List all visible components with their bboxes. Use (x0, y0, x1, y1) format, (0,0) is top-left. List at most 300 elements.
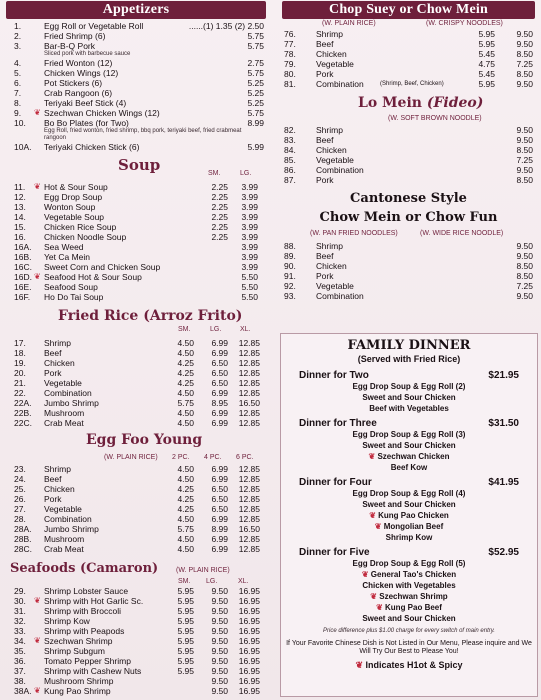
item-name: Shrimp Lobster Sauce (44, 586, 129, 596)
item-price-2: 6.99 (211, 474, 228, 484)
item-price-sm: 2.25 (211, 222, 228, 232)
item-number: 82. (284, 125, 296, 135)
item-price-1: 5.95 (177, 586, 194, 596)
item-price-3: 16.50 (238, 398, 260, 408)
family-dinner-footer: If Your Favorite Chinese Dish is Not Listed in Our Menu, Please inquire and We Will Try Our Best to Please You! (286, 640, 532, 655)
item-name: Beef (44, 474, 62, 484)
chop-suey-row (276, 49, 541, 59)
item-name: Shrimp with Cashew Nuts (44, 666, 142, 676)
cantonese-row (276, 291, 541, 301)
item-name: Vegetable (44, 378, 82, 388)
item-price-3: 16.95 (238, 666, 260, 676)
seafood-row (0, 586, 272, 596)
item-name: Shrimp with Hot Garlic Sc. (44, 596, 144, 606)
item-number: 14. (14, 212, 26, 222)
item-number: 34. (14, 636, 26, 646)
item-price-3: 12.85 (238, 504, 260, 514)
item-price-2: 8.50 (516, 69, 533, 79)
dish-name: Chicken with Vegetables (362, 581, 456, 590)
item-price-2: 9.50 (211, 596, 228, 606)
item-price-1: 4.75 (478, 59, 495, 69)
item-price-lg: 3.99 (241, 212, 258, 222)
item-number: 84. (284, 145, 296, 155)
item-price-3: 12.85 (238, 418, 260, 428)
item-price-1: 4.50 (177, 534, 194, 544)
egg-foo-young-row (0, 464, 272, 474)
chop-suey-col-crispy: (W. CRISPY NOODLES) (426, 20, 503, 27)
item-number: 3. (14, 41, 22, 51)
egg-foo-young-title: Egg Foo Young (86, 432, 203, 448)
item-price-3: 12.85 (238, 544, 260, 554)
item-name: Vegetable (316, 59, 354, 69)
dinner-dish (281, 381, 537, 392)
seafood-row (0, 646, 272, 656)
dinner-dish (281, 440, 537, 451)
item-price-1: 4.25 (177, 368, 194, 378)
chop-suey-title: Chop Suey or Chow Mein (329, 2, 488, 17)
appetizers-list (0, 21, 272, 152)
lo-mein-title (358, 95, 483, 111)
lo-mein-alias: (Fideo) (426, 95, 484, 111)
item-name: Shrimp (316, 29, 343, 39)
family-dinner-option (281, 418, 537, 429)
item-price-3: 12.85 (238, 408, 260, 418)
seafoods-col-lg: LG. (206, 578, 218, 585)
item-name: Chicken (316, 49, 347, 59)
appetizer-row (0, 78, 272, 88)
item-price-2: 8.99 (211, 524, 228, 534)
item-number: 20. (14, 368, 26, 378)
item-name: Shrimp (316, 125, 343, 135)
item-number: 9. (14, 108, 22, 118)
item-price-1: 5.95 (177, 626, 194, 636)
dinner-dish (281, 569, 537, 580)
item-price-2: 6.99 (211, 544, 228, 554)
dish-name: Kung Pao Chicken (378, 511, 449, 520)
soup-col-sm: SM. (208, 170, 221, 177)
item-number: 28C. (14, 544, 32, 554)
lo-mein-title-text: Lo Mein (358, 95, 422, 111)
soup-row (0, 252, 272, 262)
lo-mein-row (276, 125, 541, 135)
dinner-dish (281, 521, 537, 532)
item-price-lg: 3.99 (241, 192, 258, 202)
cantonese-note-left: (W. PAN FRIED NOODLES) (310, 230, 398, 237)
item-price-2: 9.50 (516, 29, 533, 39)
item-number: 4. (14, 58, 22, 68)
spicy-legend (281, 660, 537, 671)
item-number: 16C. (14, 262, 32, 272)
item-price-2: 9.50 (211, 626, 228, 636)
item-number: 16A. (14, 242, 32, 252)
item-price-2: 6.99 (211, 464, 228, 474)
item-price-2: 9.50 (516, 125, 533, 135)
dish-name: Sweet and Sour Chicken (362, 500, 456, 509)
item-number: 5. (14, 68, 22, 78)
item-price-3: 12.85 (238, 378, 260, 388)
soup-list (0, 182, 272, 302)
egg-foo-young-col-6pc: 6 PC. (236, 454, 254, 461)
item-name: Kung Pao Shrimp (44, 686, 111, 696)
item-price-1: 4.25 (177, 504, 194, 514)
item-price-lg: 5.50 (241, 292, 258, 302)
seafood-row (0, 626, 272, 636)
item-number: 93. (284, 291, 296, 301)
dinner-dish (281, 613, 537, 624)
soup-row (0, 232, 272, 242)
dinner-label: Dinner for Three (299, 418, 377, 429)
seafood-row (0, 636, 272, 646)
egg-foo-young-row (0, 474, 272, 484)
cantonese-row (276, 251, 541, 261)
item-number: 27. (14, 504, 26, 514)
item-name: Mushroom (44, 408, 85, 418)
item-name: Shrimp Subgum (44, 646, 105, 656)
item-name: Crab Meat (44, 544, 84, 554)
item-price-2: 6.99 (211, 338, 228, 348)
lo-mein-row (276, 145, 541, 155)
item-number: 11. (14, 182, 26, 192)
item-name: Shrimp (44, 464, 71, 474)
item-name: Seafood Hot & Sour Soup (44, 272, 142, 282)
seafoods-col-sm: SM. (178, 578, 191, 585)
item-name: Teriyaki Chicken Stick (6) (44, 142, 140, 152)
item-price-2: 8.50 (516, 145, 533, 155)
item-number: 2. (14, 31, 22, 41)
item-number: 86. (284, 165, 296, 175)
item-name: Shrimp Kow (44, 616, 90, 626)
cantonese-subtitle: Chow Mein or Chow Fun (319, 210, 498, 225)
item-price-2: 6.99 (211, 514, 228, 524)
item-price-2: 8.95 (211, 398, 228, 408)
fried-rice-title: Fried Rice (Arroz Frito) (58, 308, 243, 324)
item-name: Shrimp with Broccoli (44, 606, 121, 616)
family-dinner-subtitle: (Served with Fried Rice) (357, 354, 461, 364)
dish-name: Szechwan Chicken (377, 452, 450, 461)
item-price-3: 16.95 (238, 586, 260, 596)
fried-rice-col-lg: LG. (210, 326, 222, 333)
item-name: Beef (316, 251, 334, 261)
soup-row (0, 192, 272, 202)
item-price-3: 16.95 (238, 686, 260, 696)
item-note: Egg Roll, fried wonton, fried shrimp, bbq pork, teriyaki beef, fried crabmeat rangoon (44, 128, 242, 141)
item-price-lg: 3.99 (241, 182, 258, 192)
item-number: 22B. (14, 408, 32, 418)
item-number: 78. (284, 49, 296, 59)
pepper-icon: ❦ (34, 108, 41, 117)
dinner-dish (281, 602, 537, 613)
dish-name: Sweet and Sour Chicken (362, 614, 456, 623)
dish-name: Mongolian Beef (383, 522, 444, 531)
item-price-2: 6.50 (211, 358, 228, 368)
chop-suey-list (276, 29, 541, 89)
item-price-1: 4.50 (177, 408, 194, 418)
item-name: Beef (316, 39, 334, 49)
item-price-2: 9.50 (516, 291, 533, 301)
item-number: 83. (284, 135, 296, 145)
dish-name: Egg Drop Soup & Egg Roll (5) (352, 559, 466, 568)
item-name: Chicken (316, 261, 347, 271)
item-name: Pork (316, 69, 334, 79)
appetizer-row (0, 41, 272, 51)
item-number: 7. (14, 88, 22, 98)
item-price: 5.75 (247, 108, 264, 118)
seafood-row (0, 596, 272, 606)
item-price-3: 16.50 (238, 524, 260, 534)
pepper-icon: ❦ (374, 522, 384, 531)
family-dinner-option (281, 547, 537, 558)
dinner-dish (281, 392, 537, 403)
item-name: Mushroom (44, 534, 85, 544)
item-name: Chicken (44, 358, 75, 368)
item-price-2: 6.99 (211, 408, 228, 418)
item-price-1: 4.50 (177, 474, 194, 484)
family-dinner-price-note: Price difference plus $1.00 charge for every switch of main entry. (323, 628, 495, 634)
item-number: 32. (14, 616, 26, 626)
family-dinner-title: FAMILY DINNER (347, 338, 471, 353)
item-price: 2.75 (247, 58, 264, 68)
item-price: 8.99 (247, 118, 264, 128)
item-price-lg: 3.99 (241, 242, 258, 252)
fried-rice-row (0, 338, 272, 348)
pepper-icon: ❦ (34, 596, 41, 605)
item-price-2: 9.50 (211, 686, 228, 696)
dish-name: Egg Drop Soup & Egg Roll (2) (352, 382, 466, 391)
pepper-icon: ❦ (369, 511, 379, 520)
lo-mein-header (276, 95, 541, 125)
item-name: Chicken Noodle Soup (44, 232, 127, 242)
item-name: Pork (316, 271, 334, 281)
lo-mein-row (276, 165, 541, 175)
item-number: 80. (284, 69, 296, 79)
item-price-sm: 2.25 (211, 182, 228, 192)
item-price-2: 9.50 (211, 586, 228, 596)
item-price-1: 5.45 (478, 49, 495, 59)
item-name: Vegetable (44, 504, 82, 514)
item-name: Shrimp (44, 338, 71, 348)
soup-row (0, 272, 272, 282)
appetizer-row (0, 108, 272, 118)
item-name: Pork (44, 368, 62, 378)
pepper-icon: ❦ (370, 592, 380, 601)
item-price-1: 5.95 (177, 616, 194, 626)
item-name: Egg Roll or Vegetable Roll (44, 21, 144, 31)
item-price-1: 5.95 (478, 39, 495, 49)
item-price-1: 4.50 (177, 388, 194, 398)
item-price-1: 5.95 (478, 29, 495, 39)
seafood-row (0, 686, 272, 696)
left-column (0, 0, 272, 696)
item-number: 23. (14, 464, 26, 474)
pepper-icon: ❦ (34, 182, 41, 191)
spicy-legend-text: Indicates H1ot & Spicy (365, 660, 463, 670)
dinner-dish (281, 580, 537, 591)
seafoods-header (0, 558, 272, 586)
item-number: 77. (284, 39, 296, 49)
item-price-lg: 5.50 (241, 282, 258, 292)
pepper-icon: ❦ (368, 452, 378, 461)
item-price-3: 16.95 (238, 596, 260, 606)
soup-header (0, 156, 272, 182)
dinner-label: Dinner for Five (299, 547, 370, 558)
item-number: 76. (284, 29, 296, 39)
item-price-1: 5.75 (177, 398, 194, 408)
item-name: Sweet Corn and Chicken Soup (44, 262, 161, 272)
dish-name: Shrimp Kow (385, 533, 433, 542)
item-name: Beef (44, 348, 62, 358)
item-name: Bo Bo Plates (for Two) (44, 118, 129, 128)
item-price-3: 16.95 (238, 676, 260, 686)
item-number: 87. (284, 175, 296, 185)
cantonese-header (276, 189, 541, 241)
egg-foo-young-row (0, 514, 272, 524)
item-price-3: 16.95 (238, 616, 260, 626)
item-price-2: 9.50 (211, 666, 228, 676)
item-price-2: 6.99 (211, 388, 228, 398)
item-price-2: 9.50 (516, 79, 533, 89)
fried-rice-row (0, 368, 272, 378)
egg-foo-young-col-4pc: 4 PC. (204, 454, 222, 461)
item-name: Sea Weed (44, 242, 84, 252)
item-number: 10. (14, 118, 26, 128)
chop-suey-row (276, 39, 541, 49)
item-price-2: 9.50 (516, 165, 533, 175)
item-price-1: 5.95 (177, 656, 194, 666)
soup-row (0, 242, 272, 252)
dish-name: General Tao's Chicken (370, 570, 457, 579)
item-name: Jumbo Shrimp (44, 398, 99, 408)
item-price-2: 9.50 (211, 646, 228, 656)
seafood-row (0, 676, 272, 686)
item-name: Teriyaki Beef Stick (4) (44, 98, 127, 108)
item-price-2: 6.99 (211, 534, 228, 544)
item-price: 5.25 (247, 78, 264, 88)
item-price-1: 4.25 (177, 484, 194, 494)
item-number: 85. (284, 155, 296, 165)
dinner-price: $41.95 (488, 477, 519, 488)
item-number: 1. (14, 21, 22, 31)
chop-suey-banner (282, 1, 535, 19)
item-name: Beef (316, 135, 334, 145)
item-name: Yet Ca Mein (44, 252, 90, 262)
right-column (276, 0, 541, 670)
item-price-2: 9.50 (211, 636, 228, 646)
item-number: 17. (14, 338, 26, 348)
dish-name: Egg Drop Soup & Egg Roll (4) (352, 489, 466, 498)
item-number: 22A. (14, 398, 32, 408)
item-price-3: 12.85 (238, 534, 260, 544)
item-price-3: 16.95 (238, 606, 260, 616)
egg-foo-young-row (0, 484, 272, 494)
soup-row (0, 282, 272, 292)
item-price-lg: 3.99 (241, 222, 258, 232)
item-name: Seafood Soup (44, 282, 98, 292)
item-price-1: 4.50 (177, 418, 194, 428)
soup-title: Soup (118, 156, 161, 174)
family-dinner-list (281, 370, 537, 624)
lo-mein-list (276, 125, 541, 185)
item-price-1: 5.95 (177, 596, 194, 606)
item-number: 89. (284, 251, 296, 261)
item-number: 38A. (14, 686, 32, 696)
appetizers-title: Appetizers (102, 2, 170, 17)
fried-rice-row (0, 418, 272, 428)
item-name: Shrimp with Peapods (44, 626, 125, 636)
item-number: 16. (14, 232, 26, 242)
item-price-2: 9.50 (211, 676, 228, 686)
item-price-3: 12.85 (238, 358, 260, 368)
item-price-3: 12.85 (238, 338, 260, 348)
dish-name: Beef with Vegetables (369, 404, 449, 413)
soup-row (0, 222, 272, 232)
item-price-2: 7.25 (516, 155, 533, 165)
chop-suey-row (276, 59, 541, 69)
soup-row (0, 292, 272, 302)
seafoods-title: Seafoods (Camaron) (10, 561, 159, 576)
egg-foo-young-col-2pc: 2 PC. (172, 454, 190, 461)
item-number: 22. (14, 388, 26, 398)
item-price-2: 9.50 (516, 39, 533, 49)
item-price-2: 6.99 (211, 348, 228, 358)
item-number: 79. (284, 59, 296, 69)
item-number: 30. (14, 596, 26, 606)
fried-rice-list (0, 338, 272, 428)
item-name: Jumbo Shrimp (44, 524, 99, 534)
item-name: Fried Wonton (12) (44, 58, 113, 68)
dish-name: Beef Kow (390, 463, 428, 472)
appetizers-banner (6, 1, 266, 19)
item-name: Hot & Sour Soup (44, 182, 108, 192)
item-price-3: 12.85 (238, 368, 260, 378)
dinner-dish (281, 451, 537, 462)
soup-row (0, 182, 272, 192)
item-price-2: 9.50 (516, 135, 533, 145)
fried-rice-header (0, 308, 272, 338)
dinner-dish (281, 403, 537, 414)
item-price-1: 4.25 (177, 378, 194, 388)
dinner-label: Dinner for Two (299, 370, 369, 381)
item-note: Sliced pork with barbecue sauce (44, 51, 131, 57)
egg-foo-young-header (0, 432, 272, 464)
item-number: 37. (14, 666, 26, 676)
family-dinner-box (280, 333, 538, 697)
seafood-row (0, 666, 272, 676)
item-number: 24. (14, 474, 26, 484)
item-number: 10A. (14, 142, 32, 152)
item-price-3: 12.85 (238, 474, 260, 484)
dinner-dish (281, 558, 537, 569)
item-name: Pork (44, 494, 62, 504)
item-number: 36. (14, 656, 26, 666)
item-price-1: 5.95 (177, 636, 194, 646)
chop-suey-row (276, 79, 541, 89)
item-name: Mushroom Shrimp (44, 676, 114, 686)
item-number: 6. (14, 78, 22, 88)
pepper-icon: ❦ (355, 660, 363, 670)
egg-foo-young-note: (W. PLAIN RICE) (104, 454, 158, 461)
item-price-3: 16.95 (238, 626, 260, 636)
fried-rice-row (0, 408, 272, 418)
chop-suey-cols (276, 19, 541, 29)
dinner-dish (281, 462, 537, 473)
dish-name: Sweet and Sour Chicken (362, 393, 456, 402)
cantonese-row (276, 261, 541, 271)
item-price-1: 4.50 (177, 464, 194, 474)
item-number: 16B. (14, 252, 32, 262)
cantonese-note-right: (W. WIDE RICE NOODLE) (420, 230, 504, 237)
item-name: Wonton Soup (44, 202, 96, 212)
item-number: 28B. (14, 534, 32, 544)
